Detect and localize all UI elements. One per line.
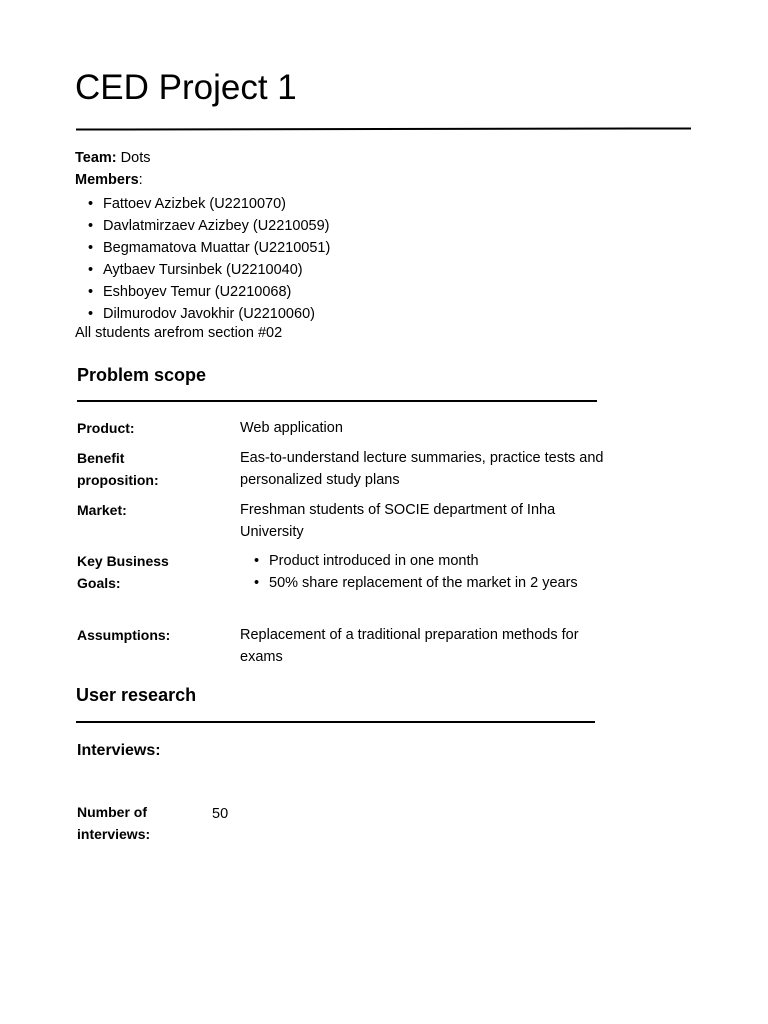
user-research-heading: User research: [76, 685, 197, 705]
product-label: Product:: [77, 420, 135, 436]
interviews-count-label: Number of interviews:: [77, 804, 151, 842]
team-line: [75, 150, 151, 166]
goal-item: • 50% share replacement of the market in 2 years: [240, 572, 578, 594]
goals-list: [240, 550, 578, 594]
member-item: • Eshboyev Temur (U2210068): [75, 281, 330, 303]
problem-scope-divider: [77, 400, 597, 402]
goal-item: • Product introduced in one month: [240, 550, 578, 572]
members-line: [75, 172, 143, 188]
member-item: • Begmamatova Muattar (U2210051): [75, 237, 330, 259]
assumptions-value: Replacement of a traditional preparation methods for exams: [240, 627, 579, 665]
market-value: Freshman students of SOCIE department of Inha University: [240, 502, 556, 540]
interviews-heading: Interviews:: [77, 742, 161, 759]
members-list: [75, 193, 330, 325]
member-item: • Aytbaev Tursinbek (U2210040): [75, 259, 330, 281]
market-label: Market:: [77, 502, 127, 518]
page-title: CED Project 1: [75, 68, 297, 107]
team-value: Dots: [120, 150, 151, 166]
assumptions-label: Assumptions:: [77, 627, 171, 643]
title-divider: [76, 127, 691, 130]
benefit-label: Benefit proposition:: [77, 450, 159, 488]
members-suffix: :: [138, 172, 143, 188]
goals-label: Key Business Goals:: [77, 553, 169, 591]
benefit-value: Eas-to-understand lecture summaries, practice tests and personalized study plans: [240, 450, 604, 488]
section-note: All students arefrom section #02: [75, 325, 283, 341]
member-item: • Fattoev Azizbek (U2210070): [75, 193, 330, 215]
member-item: • Davlatmirzaev Azizbey (U2210059): [75, 215, 330, 237]
interviews-count-value: 50: [212, 806, 229, 822]
member-item: • Dilmurodov Javokhir (U2210060): [75, 303, 330, 325]
problem-scope-heading: Problem scope: [77, 365, 207, 385]
product-value: Web application: [240, 420, 343, 436]
members-label: Members: [75, 172, 139, 188]
user-research-divider: [76, 721, 595, 723]
team-label: Team:: [75, 150, 117, 166]
